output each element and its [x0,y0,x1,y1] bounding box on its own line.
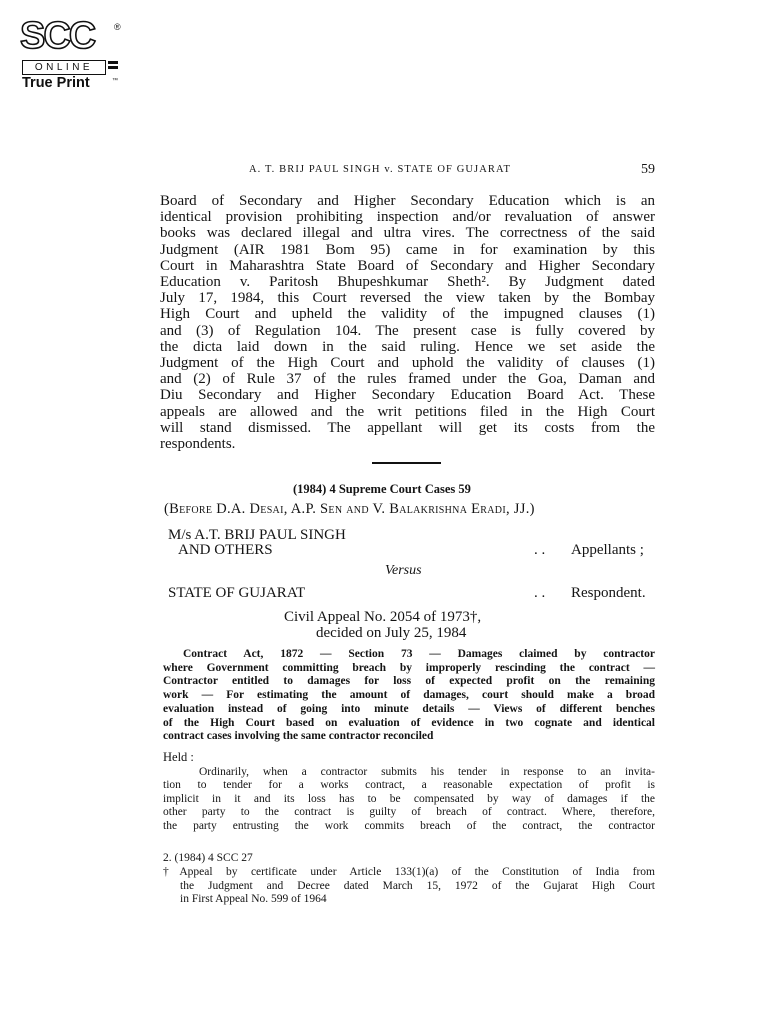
paragraph-line: appeals are allowed and the writ petitions filed in the High Court [160,403,655,420]
logo-registered-mark: ® [114,22,121,32]
logo-flag-icon [108,61,118,64]
scc-online-logo [20,15,124,94]
versus-label: Versus [385,563,422,578]
paragraph-line: will stand dismissed. The appellant will get its costs from the [160,419,655,436]
holding-line: other party to the contract is guilty of breach of contract. Where, therefore, [163,806,655,819]
bench-line [164,501,535,518]
headnote-line: evaluation instead of going into minute details — Views of different benches [163,702,655,715]
paragraph-line: July 17, 1984, this Court reversed the view taken by the Bombay [160,290,655,307]
footnote-line: in First Appeal No. 599 of 1964 [180,893,327,906]
paragraph-line: Judgment (AIR 1981 Bom 95) came in for examination by this [160,241,655,258]
held-label: Held : [163,750,194,764]
respondent-name: STATE OF GUJARAT [168,585,306,601]
footnote-dagger [163,866,655,907]
paragraph-line: and (3) of Regulation 104. The present case is fully covered by [160,322,655,339]
holding-line: tion to tender for a works contract, a reasonable expectation of profit is [163,779,655,792]
headnote-line: of the High Court based on evaluation of evidence in two cognate and identical [163,716,655,729]
footnote-line: †Appeal by certificate under Article 133(1)(a) of the Constitution of India from [163,866,655,878]
paragraph-line: identical provision prohibiting inspection and/or revaluation of answer [160,209,655,226]
section-divider [372,462,441,464]
leader-dots: . . [534,542,546,558]
logo-true-print-text: True Print [22,75,90,91]
paragraph-line: Court in Maharashtra State Board of Secondary and Higher Secondary [160,257,655,274]
paragraph-line: books was declared illegal and ultra vires. The correctness of the said [160,225,655,242]
logo-online-text: ONLINE [22,60,106,75]
paragraph-line: Education v. Paritosh Bhupeshkumar Sheth². By Judgment dated [160,274,655,291]
decision-date: decided on July 25, 1984 [316,625,467,641]
holding-line: the party entrusting the work commits breach of the contract, the contractor [163,819,655,832]
paragraph-line: and (2) of Rule 37 of the rules framed under the Goa, Daman and [160,371,655,388]
appellant-name: M/s A.T. BRIJ PAUL SINGH [168,527,346,543]
page-number: 59 [641,162,655,177]
case-citation: (1984) 4 Supreme Court Cases 59 [293,482,471,496]
appellants-label: Appellants ; [571,542,644,558]
leader-dots: . . [534,585,546,601]
judgment-paragraph [160,193,655,452]
headnote-line: Contractor entitled to damages for loss of expected profit on the remaining [163,675,655,688]
logo-scc-text: SCC [20,15,95,57]
appellant-name-cont: AND OTHERS [178,542,273,558]
headnote-line: work — For estimating the amount of damages, court should make a broad [163,689,655,702]
holding-line: Ordinarily, when a contractor submits his tender in response to an invita- [199,766,655,778]
logo-trademark: ™ [112,78,118,84]
headnote-line: where Government committing breach by improperly rescinding the contract — [163,661,655,674]
headnote [163,648,655,744]
headnote-line: contract cases involving the same contractor reconciled [163,730,434,743]
civil-appeal-number: Civil Appeal No. 2054 of 1973†, [284,609,482,625]
respondent-label: Respondent. [571,585,646,601]
headnote-line: Contract Act, 1872 — Section 73 — Damages claimed by contractor [183,648,655,660]
running-header: A. T. BRIJ PAUL SINGH v. STATE OF GUJARAT [249,164,512,175]
paragraph-line: respondents. [160,436,236,453]
paragraph-line: the dicta laid down in the said ruling. Hence we set aside the [160,338,655,355]
paragraph-line: Board of Secondary and Higher Secondary Education which is an [160,193,655,209]
paragraph-line: Judgment of the High Court and uphold the validity of clauses (1) [160,355,655,372]
paragraph-line: High Court and upheld the validity of the impugned clauses (1) [160,306,655,323]
paragraph-line: Diu Secondary and Higher Secondary Education Board Act. These [160,387,655,404]
footnote-2: 2. (1984) 4 SCC 27 [163,852,253,864]
holding-line: implicit in it and its loss has to be compensated by way of damages if the [163,792,655,805]
holding-paragraph [163,766,655,833]
footnote-line: the Judgment and Decree dated March 15, 1972 of the Gujarat High Court [180,879,655,892]
bench-text: (Before D.A. Desai, A.P. Sen and V. Balakrishna Eradi, JJ.) [164,501,535,517]
